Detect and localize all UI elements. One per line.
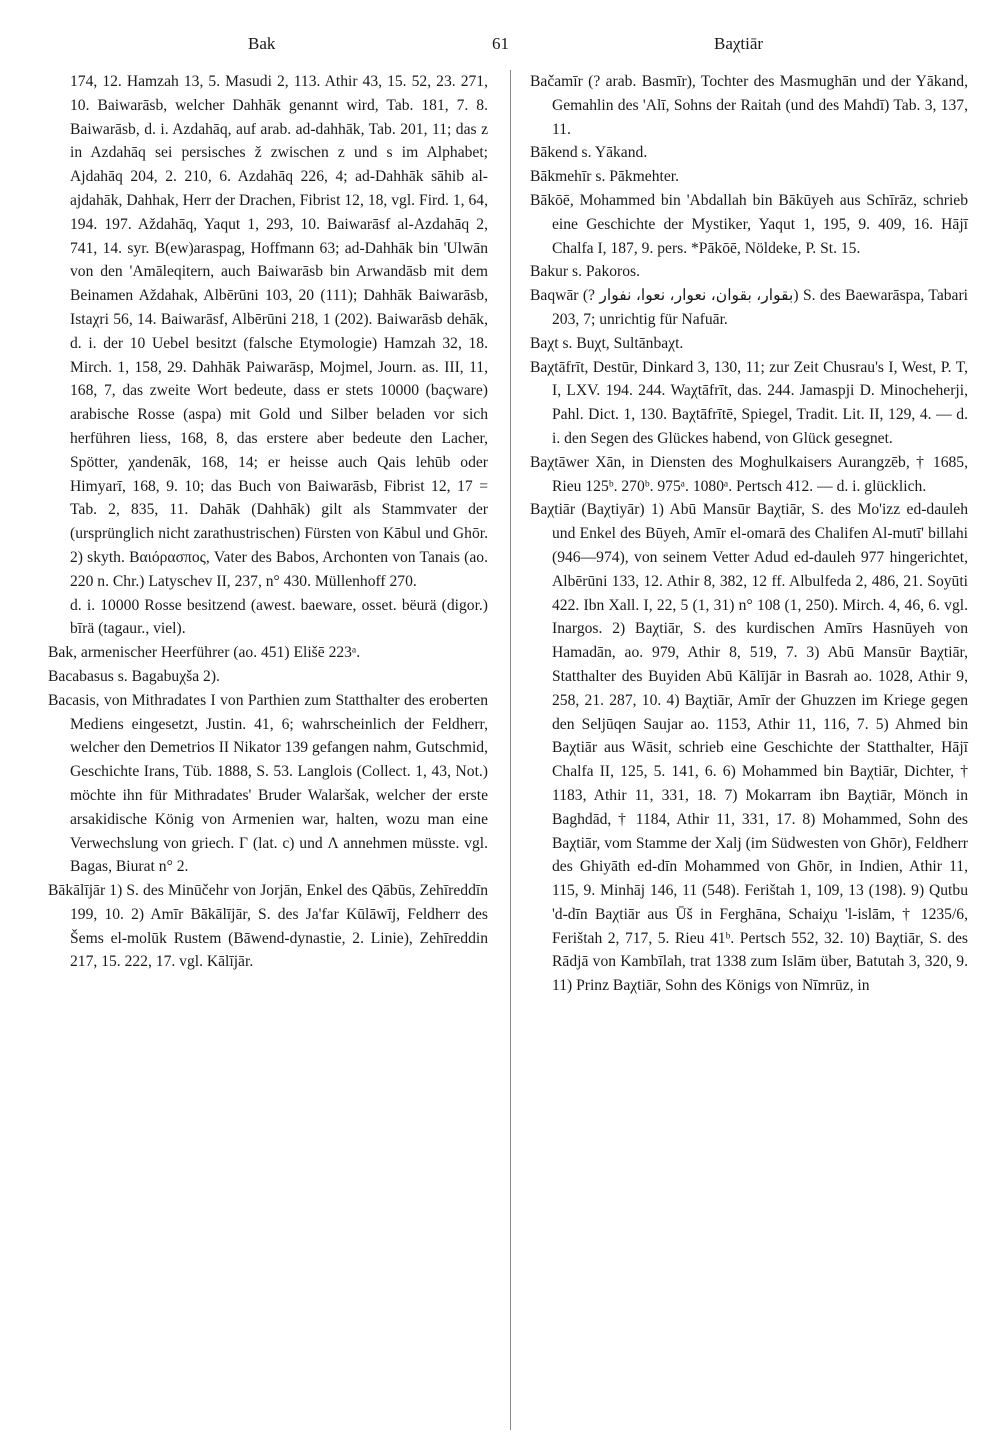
- left-column: [48, 70, 488, 974]
- header-left-keyword: Bak: [248, 34, 276, 53]
- entry-note: d. i. 10000 Rosse besitzend (awest. baeware, osset. bëurä (digor.) bīrä (tagaur., viel).: [70, 596, 488, 638]
- right-column: [530, 70, 968, 998]
- entry-bakend: Bākend s. Yākand.: [530, 144, 648, 162]
- header-right-keyword: Baχtiār: [714, 34, 764, 53]
- entry-bakmehir: Bākmehīr s. Pākmehter.: [530, 168, 679, 186]
- entry-bacabasus: Bacabasus s. Bagabuχša 2).: [48, 667, 220, 685]
- page-header: [0, 34, 1000, 58]
- page-number: 61: [492, 34, 509, 53]
- entry-bacamir: Bačamīr (? arab. Basmīr), Tochter des Masmughān und der Yākand, Gemahlin des 'Alī, Sohns der Raitah (und des Mahdī) Tab. 3, 137, 11.: [530, 73, 968, 138]
- column-divider: [510, 70, 511, 1430]
- entry-bakalijar: Bākālījār 1) S. des Minūčehr von Jorjān, Enkel des Qābūs, Zehīreddīn 199, 10. 2) Amīr Bākālījār, S. des Ja'far Kūlāwīj, Feldherr des Šems el-molūk Rustem (Bāwend-dynastie, 2. Linie), Zehīreddin 217, 15. 222, 17. vgl. Kālījār.: [48, 882, 488, 971]
- entry-baxtiar: Baχtiār (Baχtiyār) 1) Abū Mansūr Baχtiār, S. des Mo'izz ed-dauleh und Enkel des Būyeh, Amīr el-omarā des Chalifen Al-mutī' billahi (946—974), von seinem Vetter Adud ed-dauleh 977 hingerichtet, Albērūni 133, 12. Athir 8, 382, 12 ff. Albulfeda 2, 486, 21. Soyūti 422. Ibn Xall. I, 22, 5 (1, 31) n° 108 (1, 250). Mirch. 4, 46, 6. vgl. Inargos. 2) Baχtiār, S. des kurdischen Amīrs Hasnūyeh von Hamadān, ao. 979, Athir 8, 519, 7. 3) Abū Mansūr Baχtiār, Statthalter des Buyiden Abū Kālījār in Basrah ao. 1028, Athir 9, 258, 21. 287, 10. 4) Baχtiār, Amīr der Ghuzzen im Kriege gegen den Seljūqen Saujar ao. 1153, Athir 11, 116, 7. 5) Ahmed bin Baχtiār aus Wāsit, schrieb eine Geschichte der Statthalter, Hājī Chalfa II, 125, 5. 141, 6. 6) Mohammed bin Baχtiār, Dichter, † 1183, Athir 11, 331, 18. 7) Mokarram ibn Baχtiār, Mönch in Baghdād, † 1184, Athir 11, 331, 17. 8) Mohammed, Sohn des Baχtiār, vom Stamme der Xalj (im Südwesten von Ghōr), Feldherr des Ghiyāth ed-dīn Mohammed von Ghōr, in Indien, Athir 11, 115, 9. Minhāj 146, 11 (548). Ferištah 1, 109, 13 (198). 9) Qutbu 'd-dīn Baχtiār aus Ūš in Ferghāna, Schaiχu 'l-islām, † 1235/6, Ferištah 2, 717, 5. Rieu 41ᵇ. Pertsch 552, 32. 10) Baχtiār, S. des Rādjā von Kambīlah, trat 1338 zum Islām über, Batutah 3, 320, 9. 11) Prinz Baχtiār, Sohn des Königs von Nīmrūz, in: [530, 501, 968, 995]
- entry-bakur: Bakur s. Pakoros.: [530, 263, 641, 281]
- entry-baxtafrit: Baχtāfrīt, Destūr, Dinkard 3, 130, 11; zur Zeit Chusrau's I, West, P. T, I, LXV. 194. 244. Waχtāfrīt, das. 244. Jamaspji D. Minocheherji, Pahl. Dict. 1, 130. Baχtāfrītē, Spiegel, Tradit. Lit. II, 129, 4. — d. i. den Segen des Glückes habend, von Glück gesegnet.: [530, 358, 968, 447]
- entry-bakoe: Bākōē, Mohammed bin 'Abdallah bin Bākūyeh aus Schīrāz, schrieb eine Geschichte der Mystiker, Yaqut 1, 195, 9. 409, 16. Hājī Chalfa I, 187, 9. pers. *Pākōē, Nöldeke, P. St. 15.: [530, 191, 968, 257]
- entry-bak: Bak, armenischer Heerführer (ao. 451) Elišē 223ᵃ.: [48, 644, 361, 662]
- entry-baqwar: Baqwār (? بقوار، بقوان، نعوار، نعوا، نفوار) S. des Baewarāspa, Tabari 203, 7; unrichtig für Nafuār.: [530, 287, 968, 328]
- entry-baxt: Baχt s. Buχt, Sultānbaχt.: [530, 334, 684, 352]
- entry-continuation: 174, 12. Hamzah 13, 5. Masudi 2, 113. Athir 43, 15. 52, 23. 271, 10. Baiwarāsb, welcher Dahhāk genannt wird, Tab. 181, 7. 8. Baiwarāsb, d. i. Azdahāq, auf arab. ad-dahhāk, Tab. 201, 11; das z in Azdahāq sei persisches ž zwischen z und s im Alphabet; Ajdahāq 204, 2. 210, 6. Azdahāq 226, 4; ad-Dahhāk sāhib al-ajdahāk, Dahhak, Herr der Drachen, Fibrist 12, 18, vgl. Fird. 1, 64, 194. 197. Aždahāq, Yaqut 1, 293, 10. Baiwarāsf al-Azdahāq 2, 741, 14. syr. B(ew)araspag, Hoffmann 63; ad-Dahhāk bin 'Ulwān von den 'Amāleqitern, auch Baiwarāsb bin Arwandāsb mit dem Beinamen Aždahak, Albērūni 103, 20 (111); Dahhāk Baiwarāsb, Istaχri 56, 14. Baiwarāsf, Albērūni 218, 1 (202). Baiwarāsb dehāk, d. i. der 10 Uebel besitzt (falsche Etymologie) Hamzah 32, 18. Mirch. 1, 158, 29. Dahhāk Paiwarāsp, Mojmel, Journ. as. III, 11, 168, 7, das zweite Wort bedeute, dass er stets 10000 (baçware) arabische Rosse (aspa) mit Gold und Silber beladen vor sich herführen liess, 168, 8, das erstere aber bedeute den Lacher, Spötter, χandenāk, 168, 14; er heisse auch Qais lehūb oder Himyarī, 168, 9. 10; das Buch von Baiwarāsb, Fibrist 12, 17 = Tab. 2, 835, 11. Dahāk (Dahhāk) gilt als Stammvater der (ursprünglich nicht zarathustrischen) Fürsten von Kābul und Ghōr. 2) skyth. Βαιόρασπος, Vater des Babos, Archonten von Tanais (ao. 220 n. Chr.) Latyschev II, 237, n° 430. Müllenhoff 270.: [70, 73, 488, 590]
- entry-baxtawer: Baχtāwer Xān, in Diensten des Moghulkaisers Aurangzēb, † 1685, Rieu 125ᵇ. 270ᵇ. 975ᵃ. 1080ᵃ. Pertsch 412. — d. i. glücklich.: [530, 453, 968, 495]
- entry-bacasis: Bacasis, von Mithradates I von Parthien zum Statthalter des eroberten Mediens eingesetzt, Justin. 41, 6; wahrscheinlich der Feldherr, welcher den Demetrios II Nikator 139 gefangen nahm, Gutschmid, Geschichte Irans, Tüb. 1888, S. 53. Langlois (Collect. 1, 43, Not.) möchte ihn für Mithradates' Bruder Walaršak, welcher der erste arsakidische König von Armenien war, halten, wozu man eine Verwechslung von griech. Γ (lat. c) und Λ annehmen müsste. vgl. Bagas, Biurat n° 2.: [48, 691, 488, 876]
